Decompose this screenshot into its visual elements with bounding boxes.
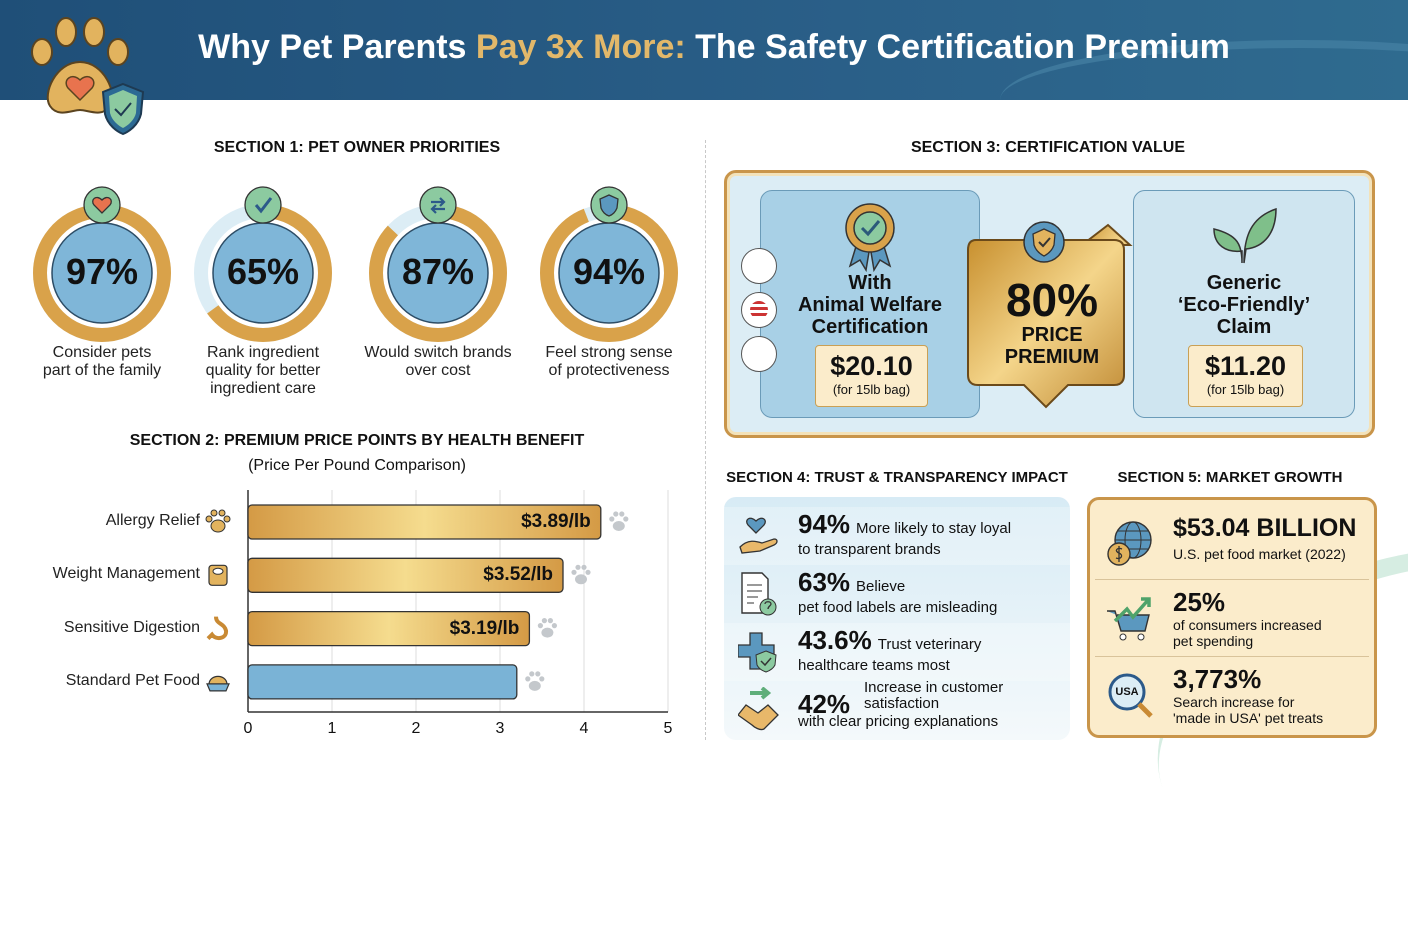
x-tick-label: 2 bbox=[411, 720, 421, 737]
seal-icon bbox=[741, 248, 777, 284]
x-tick-label: 5 bbox=[663, 720, 673, 737]
handshake-icon bbox=[738, 687, 780, 733]
certified-title-line: Animal Welfare bbox=[797, 294, 943, 316]
paw-icon bbox=[609, 511, 628, 531]
trust-stat-value: 42% bbox=[798, 689, 851, 719]
market-stat-value: $53.04 BILLION bbox=[1173, 514, 1357, 542]
paw-icon bbox=[206, 510, 230, 532]
bar-data-label: $3.89/lb bbox=[521, 511, 591, 532]
trust-stat-text: to transparent brands bbox=[798, 541, 941, 558]
x-tick-label: 4 bbox=[579, 720, 589, 737]
globe-coin-icon bbox=[1105, 518, 1155, 566]
trust-stat-headline bbox=[798, 567, 905, 598]
trust-stat-value: 43.6% bbox=[798, 625, 872, 655]
certified-price-note: (for 15lb bag) bbox=[832, 382, 911, 397]
trust-stat-text: Trust veterinary bbox=[877, 636, 982, 653]
section5-heading: SECTION 5: MARKET GROWTH bbox=[1117, 469, 1343, 486]
market-stat-value: 3,773% bbox=[1173, 664, 1262, 694]
ring-value: 87% bbox=[401, 251, 475, 292]
x-tick-label: 3 bbox=[495, 720, 505, 737]
ring-label-line: Rank ingredient bbox=[206, 344, 320, 361]
trust-stat-text: More likely to stay loyal bbox=[856, 520, 1012, 537]
certified-title-line: With bbox=[848, 272, 892, 294]
market-stat-value: 25% bbox=[1173, 587, 1226, 617]
market-stat-row bbox=[1095, 508, 1369, 580]
bar-data-label: $3.52/lb bbox=[483, 564, 553, 586]
section2-subtitle: (Price Per Pound Comparison) bbox=[248, 457, 466, 474]
market-stat-text: 'made in USA' pet treats bbox=[1173, 710, 1324, 726]
title-part1: Why Pet Parents bbox=[198, 28, 476, 66]
ring-label-line: quality for better bbox=[205, 362, 321, 379]
heart-icon bbox=[84, 187, 120, 223]
trust-stat-row bbox=[724, 565, 1070, 623]
trust-stat-value: 63% bbox=[798, 567, 851, 597]
premium-text bbox=[972, 276, 1132, 368]
stomach-icon bbox=[208, 617, 226, 639]
lab-seal-icon bbox=[741, 336, 777, 372]
paw-icon bbox=[571, 565, 590, 585]
heart-hand-icon bbox=[738, 513, 780, 559]
generic-title-line: Claim bbox=[1216, 316, 1272, 338]
market-stat-row bbox=[1095, 662, 1369, 734]
document-question-icon bbox=[738, 571, 780, 617]
trust-stat-text: satisfaction bbox=[864, 695, 940, 712]
section-divider bbox=[705, 140, 706, 740]
title-part2: The Safety Certification Premium bbox=[685, 28, 1230, 66]
market-stat-text: U.S. pet food market (2022) bbox=[1173, 546, 1346, 562]
ring-label-line: of protectiveness bbox=[548, 362, 670, 379]
market-stat-text: of consumers increased bbox=[1173, 617, 1322, 633]
generic-title-line: Generic bbox=[1206, 272, 1282, 294]
section3-heading: SECTION 3: CERTIFICATION VALUE bbox=[910, 139, 1186, 156]
generic-title-line: ‘Eco-Friendly’ bbox=[1177, 294, 1311, 316]
premium-label: PRICE bbox=[1021, 324, 1083, 346]
market-stat-text: pet spending bbox=[1173, 633, 1254, 649]
trust-stat-row bbox=[724, 681, 1070, 739]
ring-label-line: part of the family bbox=[42, 362, 162, 379]
paw-icon bbox=[538, 618, 557, 638]
category-label: Sensitive Digestion bbox=[63, 618, 200, 636]
ring-label-line: Would switch brands bbox=[364, 344, 512, 361]
shield-icon bbox=[591, 187, 627, 223]
ring-value: 97% bbox=[65, 251, 139, 292]
ring-label bbox=[22, 344, 182, 380]
ring-label-line: Feel strong sense bbox=[545, 344, 673, 361]
ring-label bbox=[358, 344, 518, 380]
generic-price-tag bbox=[1188, 345, 1303, 407]
trust-stat-row bbox=[724, 623, 1070, 681]
trust-stat-text: Believe bbox=[856, 578, 906, 595]
cart-growth-icon bbox=[1105, 595, 1155, 643]
certified-title-line: Certification bbox=[811, 316, 929, 338]
paw-shield-logo-icon bbox=[28, 14, 148, 139]
trust-stat-headline bbox=[798, 625, 981, 656]
bar-data-label: $3.19/lb bbox=[449, 617, 520, 639]
generic-price-note: (for 15lb bag) bbox=[1206, 382, 1285, 397]
market-stat-text: Search increase for bbox=[1173, 694, 1295, 710]
ring-label bbox=[529, 344, 689, 380]
x-tick-label: 1 bbox=[327, 720, 337, 737]
scale-icon bbox=[209, 565, 227, 585]
trust-stat-value: 94% bbox=[798, 509, 851, 539]
usa-seal-icon bbox=[741, 292, 777, 328]
ring-label-line: ingredient care bbox=[210, 380, 316, 397]
trust-stat-row bbox=[724, 507, 1070, 565]
section2-heading: SECTION 2: PREMIUM PRICE POINTS BY HEALTH BENEFIT bbox=[129, 432, 585, 449]
section4-heading: SECTION 4: TRUST & TRANSPARENCY IMPACT bbox=[726, 469, 1068, 486]
trust-stat-headline bbox=[798, 509, 1011, 540]
page-title bbox=[0, 28, 1408, 67]
premium-value: 80% bbox=[1005, 274, 1099, 326]
trust-stat-text: Increase in customer bbox=[864, 679, 1004, 696]
ring-label bbox=[183, 344, 343, 398]
generic-price: $11.20 bbox=[1204, 351, 1287, 381]
award-ribbon-icon bbox=[842, 200, 898, 272]
title-highlight: Pay 3x More: bbox=[475, 28, 686, 66]
generic-title bbox=[1148, 272, 1340, 338]
category-label: Standard Pet Food bbox=[65, 671, 200, 689]
trust-stat-text: pet food labels are misleading bbox=[798, 599, 998, 616]
certified-price-tag bbox=[815, 345, 928, 407]
medical-cross-shield-icon bbox=[738, 629, 780, 675]
certification-seals bbox=[741, 248, 777, 372]
certified-price: $20.10 bbox=[830, 351, 913, 381]
food-bowl-icon bbox=[207, 676, 229, 691]
trust-stat-text: with clear pricing explanations bbox=[798, 713, 999, 730]
paw-icon bbox=[525, 671, 544, 691]
market-stat-row bbox=[1095, 585, 1369, 657]
leaf-icon bbox=[1208, 205, 1280, 265]
premium-label: PREMIUM bbox=[1004, 346, 1100, 368]
ring-label-line: Consider pets bbox=[52, 344, 152, 361]
section1-heading: SECTION 1: PET OWNER PRIORITIES bbox=[213, 139, 501, 156]
usa-text: USA bbox=[1115, 686, 1139, 698]
trust-stat-text: healthcare teams most bbox=[798, 657, 950, 674]
ring-value: 94% bbox=[572, 251, 646, 292]
ring-label-line: over cost bbox=[405, 362, 471, 379]
x-tick-label: 0 bbox=[243, 720, 253, 737]
certified-title bbox=[775, 272, 965, 338]
checkmark-icon bbox=[245, 187, 281, 223]
category-label: Allergy Relief bbox=[105, 512, 200, 529]
bar bbox=[248, 665, 517, 699]
switch-arrows-icon bbox=[420, 187, 456, 223]
category-label: Weight Management bbox=[52, 565, 200, 583]
ring-value: 65% bbox=[226, 251, 300, 292]
